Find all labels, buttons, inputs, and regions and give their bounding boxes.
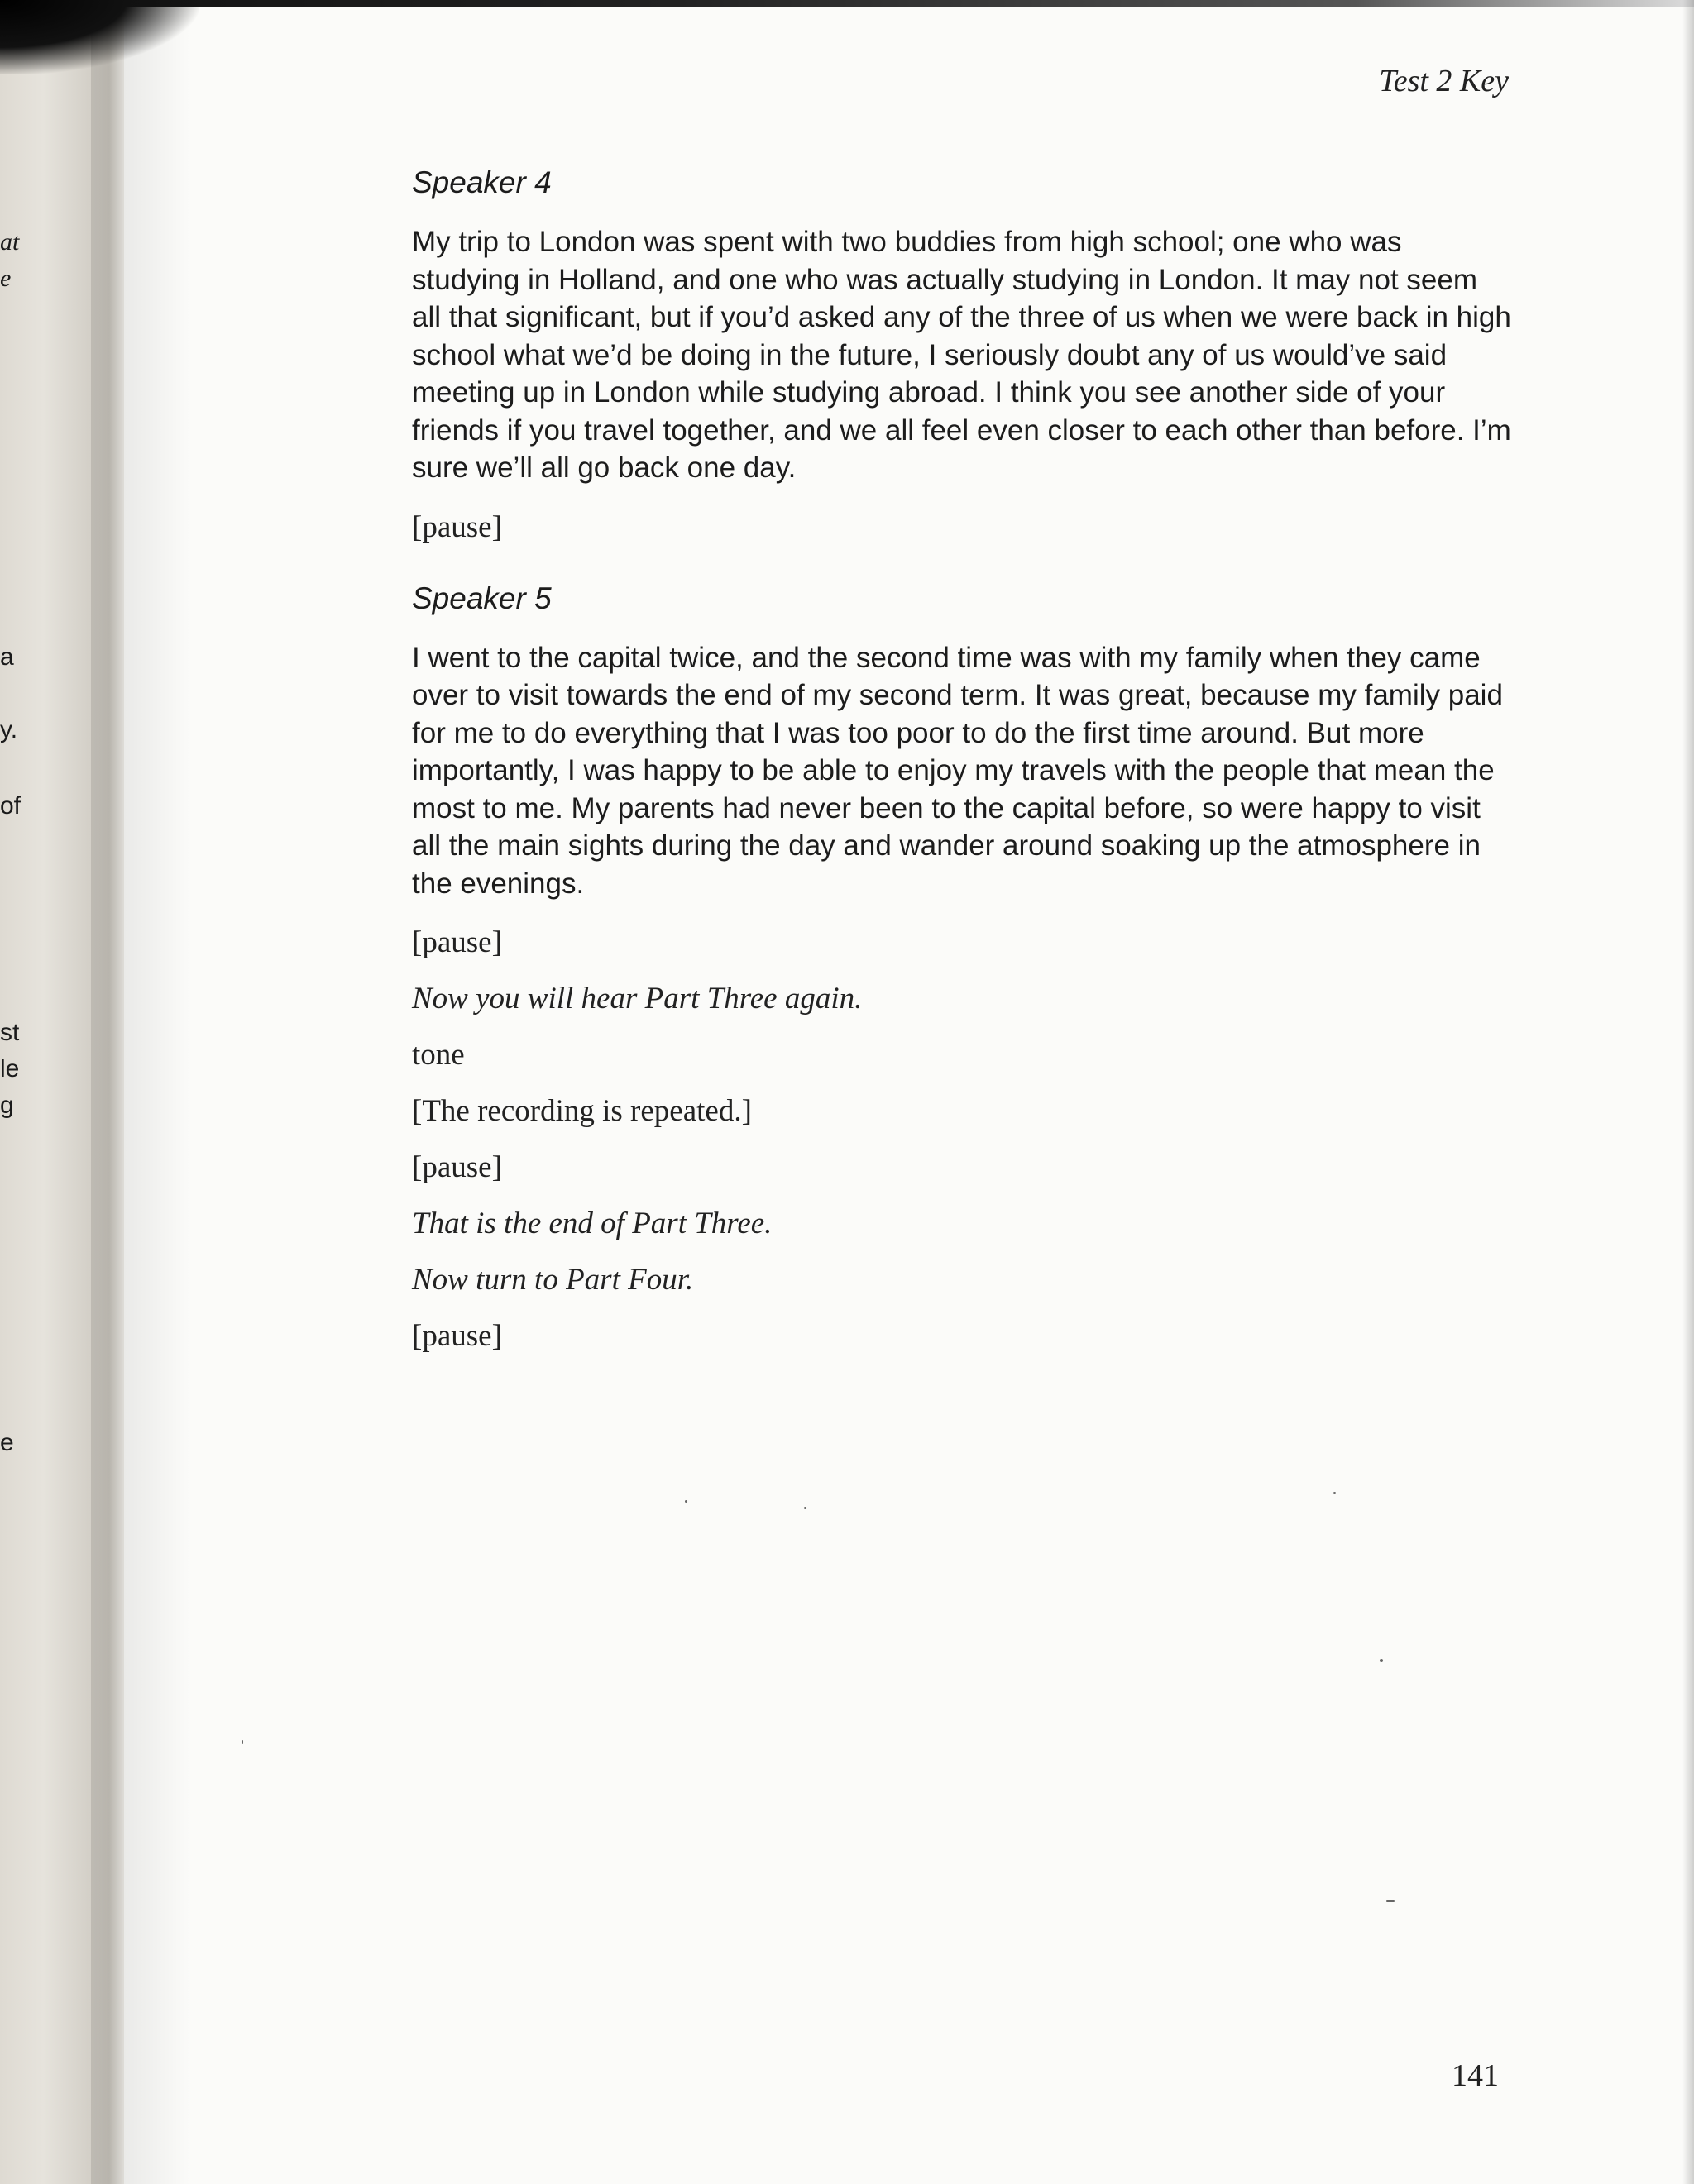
speaker-5-section: [412, 580, 1512, 963]
fragment: at: [0, 228, 20, 256]
running-head: Test 2 Key: [1379, 64, 1509, 98]
tone-cue: tone: [412, 1038, 465, 1072]
recording-cue: [The recording is repeated.]: [412, 1094, 752, 1128]
instruction: Now turn to Part Four.: [412, 1263, 694, 1297]
part-three-ending: [412, 980, 1512, 1355]
pause-cue: [pause]: [412, 509, 502, 544]
facing-page-fragments: [0, 0, 33, 2184]
scan-speck: [1333, 1492, 1336, 1494]
speaker-transcript: I went to the capital twice, and the second time was with my family when they came over to visit towards the end of my second term. It was great, because my family paid for me to do everything that I was too poor to do the first time around. But more importantly, I was happy to be able to enjoy my travels with the people that mean the most to me. My parents had never been to the capital before, so were happy to visit all the main sights during the day and wander around soaking up the atmosphere in the evenings.: [412, 641, 1503, 900]
page-content: [412, 164, 1512, 1374]
gutter-shadow: [91, 0, 190, 2184]
scan-speck: [1380, 1659, 1383, 1662]
pause-cue: [pause]: [412, 1150, 502, 1184]
right-page-edge: [1682, 0, 1694, 2184]
scan-speck: [804, 1507, 806, 1509]
speaker-transcript: My trip to London was spent with two buddies from high school; one who was studying in Holland, and one who was actually studying in London. It may not seem all that significant, but if you’d asked any of the three of us when we were back in high school what we’d be doing in the future, I seriously doubt any of us would’ve said meeting up in London while studying abroad. I think you see another side of your friends if you travel together, and we all feel even closer to each other than before. I’m sure we’ll all go back one day.: [412, 226, 1511, 484]
fragment: st: [0, 1019, 20, 1046]
speaker-heading: Speaker 5: [412, 581, 552, 615]
fragment: e: [0, 1429, 14, 1456]
pause-cue: [pause]: [412, 1319, 502, 1353]
scan-speck: [685, 1500, 687, 1503]
fragment: le: [0, 1055, 20, 1082]
top-page-edge: [0, 0, 1694, 7]
speaker-heading: Speaker 4: [412, 165, 552, 199]
scan-speck: [1386, 1900, 1395, 1902]
fragment: a: [0, 643, 14, 671]
instruction: Now you will hear Part Three again.: [412, 982, 863, 1016]
pause-cue: [pause]: [412, 925, 502, 959]
scan-speck: [242, 1740, 243, 1744]
fragment: of: [0, 792, 22, 820]
page-number: 141: [1452, 2058, 1499, 2093]
fragment: g: [0, 1092, 14, 1119]
instruction: That is the end of Part Three.: [412, 1207, 773, 1240]
speaker-4-section: [412, 164, 1512, 547]
fragment: y.: [0, 716, 18, 743]
fragment: e: [0, 265, 12, 292]
